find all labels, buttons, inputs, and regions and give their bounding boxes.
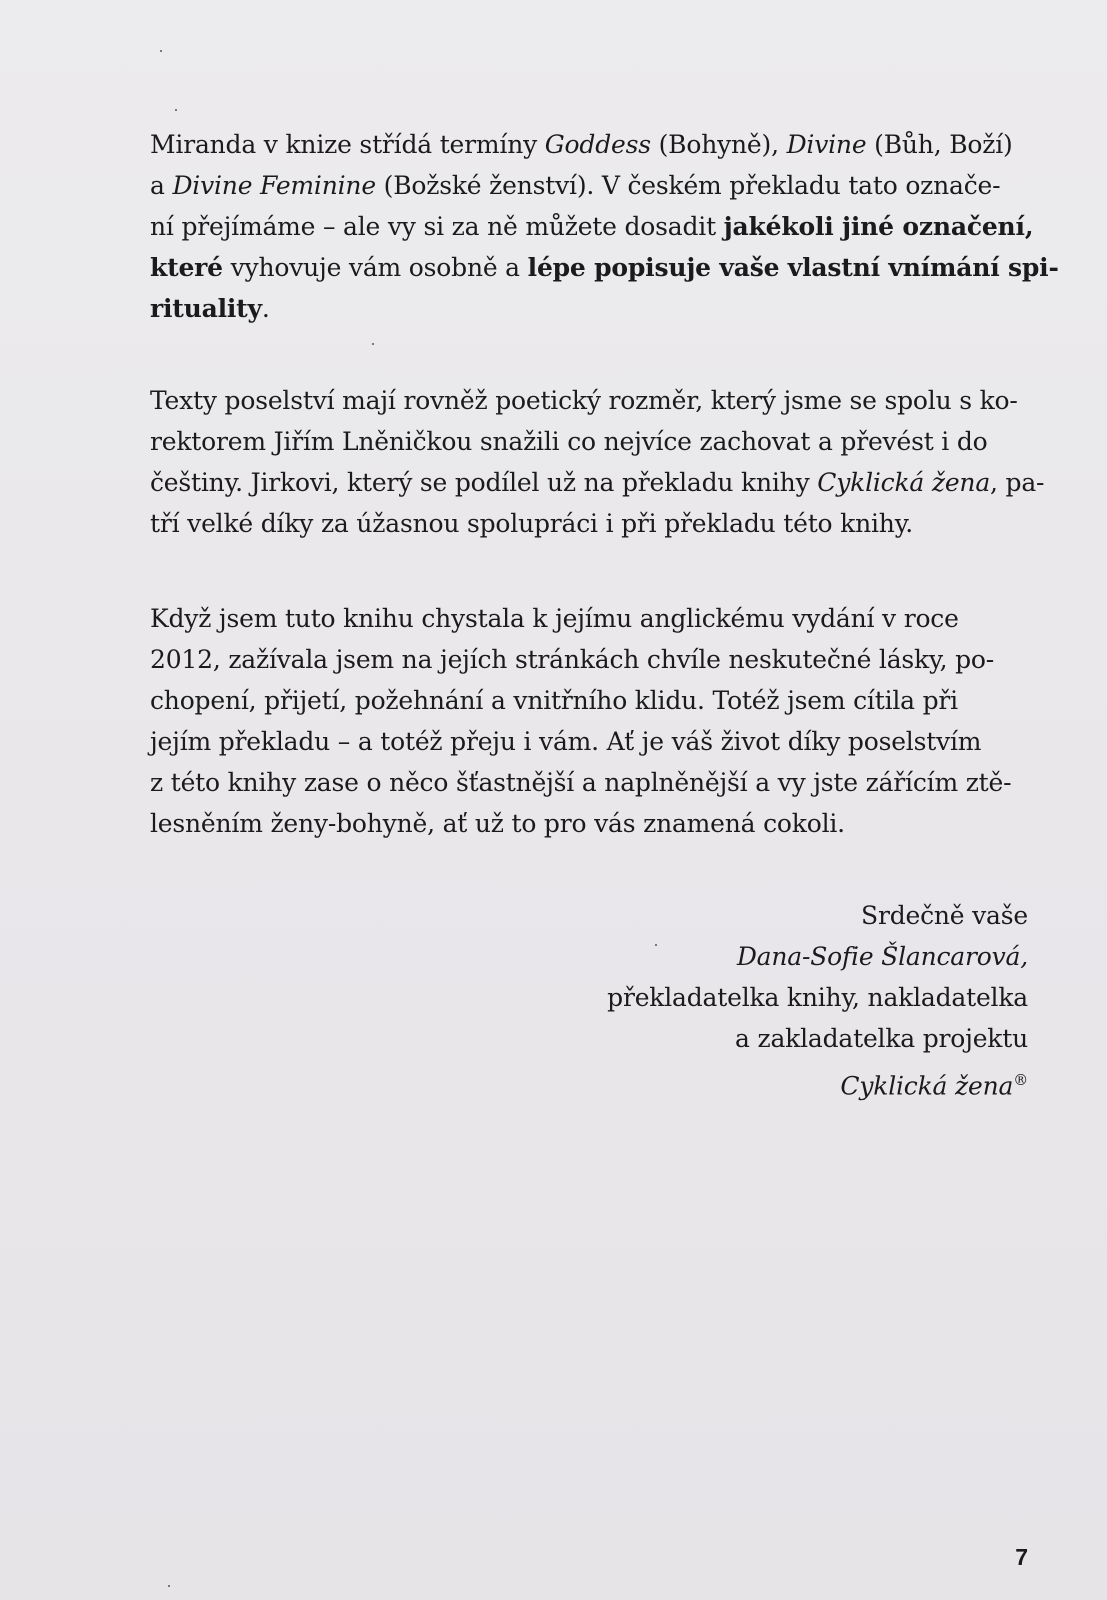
text-run: češtiny. Jirkovi, který se podílel už na překladu knihy <box>150 468 818 497</box>
paragraph-2-line-3 <box>150 463 1044 503</box>
signature-role-2: a zakladatelka projektu <box>735 1024 1028 1053</box>
bold-text: rituality <box>150 294 262 323</box>
paragraph-2-line-4: tří velké díky za úžasnou spolupráci i při překladu této knihy. <box>150 509 914 538</box>
text-run: , pa- <box>990 468 1045 497</box>
scan-speck <box>655 944 657 946</box>
text-run: ní přejímáme – ale vy si za ně můžete dosadit <box>150 212 724 241</box>
text-run: a <box>150 171 173 200</box>
bold-text: které <box>150 253 223 282</box>
text-run: (Bůh, Boží) <box>866 130 1013 159</box>
paragraph-1-line-2 <box>150 166 1000 206</box>
text-run: Miranda v knize střídá termíny <box>150 130 545 159</box>
project-name: Cyklická žena <box>840 1071 1014 1101</box>
paragraph-1-line-4 <box>150 248 1059 288</box>
paragraph-1-line-1 <box>150 125 1013 165</box>
bold-text: jakékoli jiné označení, <box>723 212 1034 241</box>
signature-project <box>840 1060 1028 1100</box>
term-divine: Divine <box>786 130 867 159</box>
paragraph-3-line-6: lesněním ženy-bohyně, ať už to pro vás znamená cokoli. <box>150 809 845 838</box>
term-divine-feminine: Divine Feminine <box>172 171 376 200</box>
text-run: (Bohyně), <box>650 130 787 159</box>
paragraph-3-line-4: jejím překladu – a totéž přeju i vám. Ať je váš život díky poselstvím <box>150 727 982 756</box>
paragraph-1-line-3 <box>150 207 1033 247</box>
signature-closing: Srdečně vaše <box>861 901 1028 930</box>
scan-speck <box>160 50 162 52</box>
paragraph-3-line-2: 2012, zažívala jsem na jejích stránkách chvíle neskutečné lásky, po- <box>150 645 994 674</box>
paragraph-2-line-2: rektorem Jiřím Lněničkou snažili co nejvíce zachovat a převést i do <box>150 427 988 456</box>
paragraph-3-line-3: chopení, přijetí, požehnání a vnitřního klidu. Totéž jsem cítila při <box>150 686 958 715</box>
text-run: (Božské ženství). V českém překladu tato označe- <box>375 171 1001 200</box>
text-run: vyhovuje vám osobně a <box>222 253 528 282</box>
scan-speck <box>168 1585 170 1587</box>
scan-speck <box>175 109 177 111</box>
term-goddess: Goddess <box>544 130 651 159</box>
signature-name: Dana-Sofie Šlancarová, <box>736 942 1028 971</box>
trademark-symbol: ® <box>1013 1071 1028 1089</box>
paragraph-3-line-1: Když jsem tuto knihu chystala k jejímu anglickému vydání v roce <box>150 604 959 633</box>
scan-speck <box>372 343 374 345</box>
bold-text: lépe popisuje vaše vlastní vnímání spi- <box>527 253 1059 282</box>
paragraph-3-line-5: z této knihy zase o něco šťastnější a naplněnější a vy jste zářícím ztě- <box>150 768 1012 797</box>
paragraph-1-line-5 <box>150 289 270 329</box>
book-title: Cyklická žena <box>817 468 991 497</box>
signature-role-1: překladatelka knihy, nakladatelka <box>607 983 1028 1012</box>
text-run: . <box>261 294 270 323</box>
paragraph-2-line-1: Texty poselství mají rovněž poetický rozměr, který jsme se spolu s ko- <box>150 386 1018 415</box>
page-number: 7 <box>1015 1544 1028 1570</box>
